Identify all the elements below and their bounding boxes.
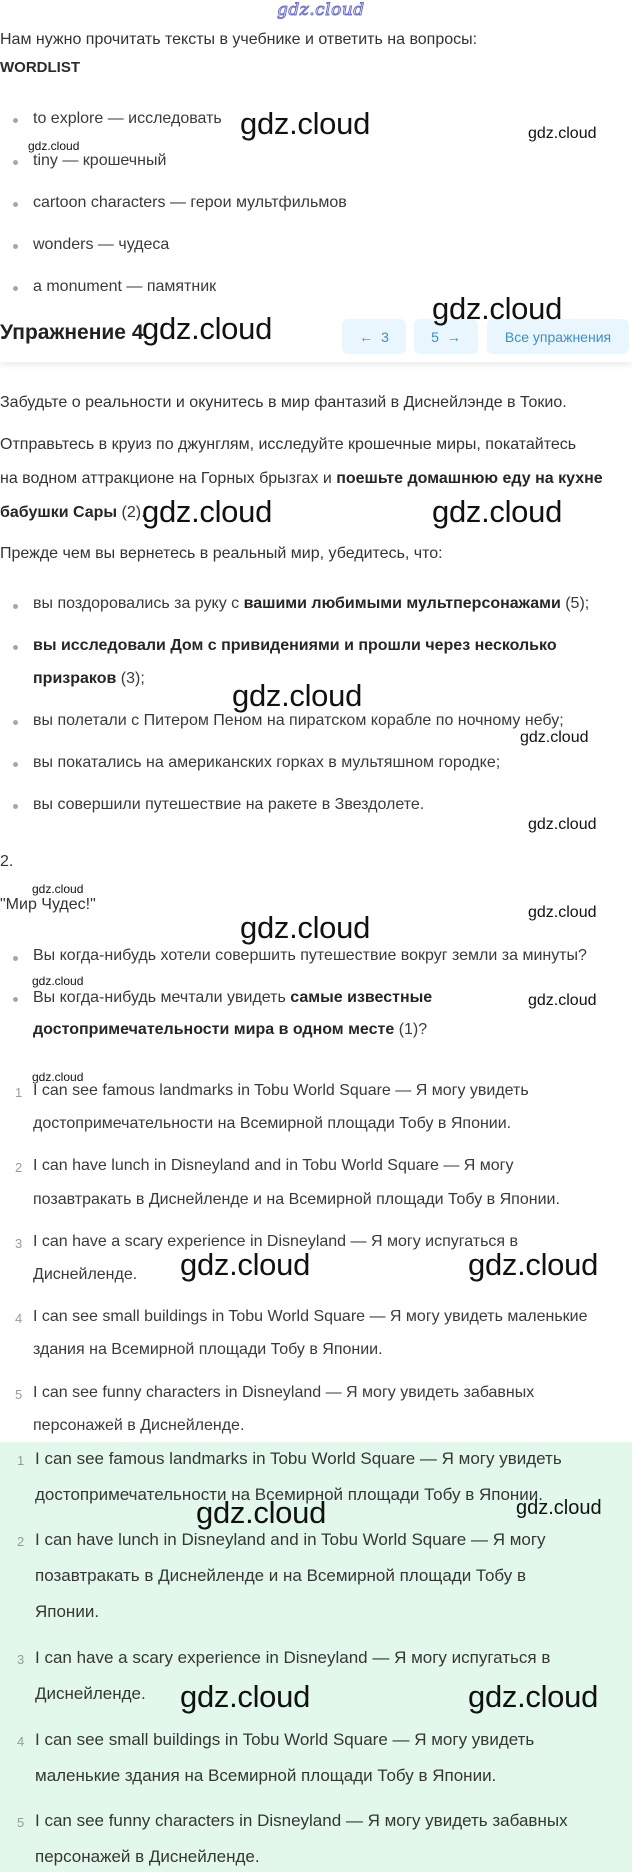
watermark: gdz.cloud: [528, 125, 597, 142]
section-number: 2.: [0, 853, 14, 870]
answer-line: достопримечательности на Всемирной площади Тобу в Японии.: [33, 1115, 512, 1132]
answer-line: I can see famous landmarks in Tobu World Square — Я могу увидеть: [35, 1449, 562, 1468]
list-item: призраков (3);: [33, 670, 145, 687]
highlight-text: поешьте домашнюю еду на кухне: [336, 470, 603, 487]
watermark: gdz.cloud: [432, 494, 563, 529]
bullet-icon: [13, 118, 18, 123]
bullet-icon: [13, 202, 18, 207]
bullet-icon: [13, 244, 18, 249]
answer-line: I can see funny characters in Disneyland — Я могу увидеть забавных: [33, 1384, 535, 1401]
watermark: gdz.cloud: [180, 1247, 311, 1282]
site-logo[interactable]: gdz.cloud: [277, 0, 365, 20]
watermark: gdz.cloud: [28, 139, 80, 153]
all-exercises-label: Все упражнения: [504, 328, 612, 345]
list-item: вы совершили путешествие на ракете в Звездолете.: [33, 796, 425, 813]
answer-number: 5: [15, 1387, 23, 1402]
list-item: tiny — крошечный: [33, 152, 167, 169]
list-item: cartoon characters — герои мультфильмов: [33, 194, 347, 211]
watermark: gdz.cloud: [240, 106, 371, 141]
answer-line: Японии.: [35, 1602, 100, 1621]
answer-number: 2: [17, 1534, 25, 1549]
answer-line: персонажей в Диснейленде.: [35, 1847, 260, 1866]
answer-number: 5: [17, 1815, 25, 1830]
list-item: вы покатались на американских горках в мультяшном городке;: [33, 754, 501, 771]
answer-number: 1: [15, 1085, 23, 1100]
answer-number: 4: [15, 1311, 23, 1326]
watermark: gdz.cloud: [240, 910, 371, 945]
answer-line: Диснейленде.: [33, 1266, 138, 1283]
answer-number: 3: [17, 1652, 25, 1667]
answer-number: 4: [17, 1734, 25, 1749]
list-item: достопримечательности мира в одном месте (1)?: [33, 1021, 428, 1038]
watermark: gdz.cloud: [468, 1679, 599, 1714]
answer-line: I can have lunch in Disneyland and in Tobu World Square — Я могу: [33, 1157, 514, 1174]
answer-line: персонажей в Диснейленде.: [33, 1417, 245, 1434]
prev-exercise-button[interactable]: [342, 319, 406, 354]
watermark: gdz.cloud: [142, 311, 273, 346]
bullet-icon: [13, 804, 18, 809]
answer-line: I can see small buildings in Tobu World Square — Я могу увидеть: [35, 1730, 535, 1749]
arrow-left-icon: ←: [359, 328, 374, 345]
answer-line: I can have a scary experience in Disneyland — Я могу испугаться в: [35, 1648, 551, 1667]
text-paragraph: Отправьтесь в круиз по джунглям, исследуйте крошечные миры, покатайтесь: [0, 436, 577, 453]
answer-line: I can see small buildings in Tobu World Square — Я могу увидеть маленькие: [33, 1308, 588, 1325]
watermark: gdz.cloud: [232, 678, 363, 713]
bullet-icon: [13, 997, 18, 1002]
watermark: gdz.cloud: [520, 729, 589, 746]
bullet-icon: [13, 956, 18, 961]
watermark: gdz.cloud: [32, 1070, 84, 1084]
text-paragraph: Забудьте о реальности и окунитесь в мир фантазий в Диснейлэнде в Токио.: [0, 394, 567, 411]
exercise-title: Упражнение 4: [0, 321, 144, 344]
answer-line: маленькие здания на Всемирной площади Тобу в Японии.: [35, 1766, 497, 1785]
list-item: a monument — памятник: [33, 278, 217, 295]
answer-line: достопримечательности на Всемирной площади Тобу в Японии.: [35, 1485, 544, 1504]
section-title: "Мир Чудес!": [0, 896, 96, 913]
text-paragraph: бабушки Сары (2).: [0, 504, 146, 521]
answer-number: 3: [15, 1236, 23, 1251]
bullet-icon: [13, 720, 18, 725]
watermark: gdz.cloud: [180, 1679, 311, 1714]
bullet-icon: [13, 604, 18, 609]
answer-number: 2: [15, 1160, 23, 1175]
bullet-icon: [13, 645, 18, 650]
watermark: gdz.cloud: [528, 992, 597, 1009]
list-item: to explore — исследовать: [33, 110, 222, 127]
list-item: вы поздоровались за руку с вашими любимыми мультперсонажами (5);: [33, 595, 590, 612]
answer-number: 1: [17, 1453, 25, 1468]
watermark: gdz.cloud: [196, 1495, 327, 1530]
text-paragraph: на водном аттракционе на Горных брызгах и поешьте домашнюю еду на кухне: [0, 470, 603, 487]
intro-text: Нам нужно прочитать тексты в учебнике и ответить на вопросы:: [0, 31, 478, 48]
watermark: gdz.cloud: [528, 904, 597, 921]
list-item: wonders — чудеса: [33, 236, 170, 253]
watermark: gdz.cloud: [468, 1247, 599, 1282]
text-paragraph: Прежде чем вы вернетесь в реальный мир, убедитесь, что:: [0, 545, 443, 562]
answer-line: I can have a scary experience in Disneyland — Я могу испугаться в: [33, 1233, 519, 1250]
answer-line: I can see famous landmarks in Tobu World Square — Я могу увидеть: [33, 1082, 529, 1099]
watermark: gdz.cloud: [432, 291, 563, 326]
watermark: gdz.cloud: [528, 816, 597, 833]
answer-line: здания на Всемирной площади Тобу в Японии.: [33, 1341, 383, 1358]
watermark: gdz.cloud: [142, 494, 273, 529]
answer-line: Диснейленде.: [35, 1684, 146, 1703]
answer-line: позавтракать в Диснейленде и на Всемирной площади Тобу в Японии.: [33, 1191, 560, 1208]
watermark: gdz.cloud: [32, 882, 84, 896]
bullet-icon: [13, 762, 18, 767]
list-item: вы исследовали Дом с привидениями и прошли через несколько: [33, 637, 557, 654]
bullet-icon: [13, 286, 18, 291]
list-item: Вы когда-нибудь мечтали увидеть самые известные: [33, 989, 433, 1006]
list-item: Вы когда-нибудь хотели совершить путешествие вокруг земли за минуты?: [33, 947, 587, 964]
list-item: вы полетали с Питером Пеном на пиратском корабле по ночному небу;: [33, 712, 564, 729]
wordlist-heading: WORDLIST: [0, 59, 80, 76]
next-exercise-label: 5: [431, 328, 439, 345]
answer-line: позавтракать в Диснейленде и на Всемирной площади Тобу в: [35, 1566, 527, 1585]
highlight-text: бабушки Сары: [0, 504, 118, 521]
watermark: gdz.cloud: [516, 1497, 602, 1519]
arrow-right-icon: →: [446, 328, 461, 345]
watermark: gdz.cloud: [32, 974, 84, 988]
prev-exercise-label: 3: [381, 328, 389, 345]
answer-line: I can see funny characters in Disneyland — Я могу увидеть забавных: [35, 1811, 568, 1830]
bullet-icon: [13, 160, 18, 165]
answer-line: I can have lunch in Disneyland and in Tobu World Square — Я могу: [35, 1530, 546, 1549]
